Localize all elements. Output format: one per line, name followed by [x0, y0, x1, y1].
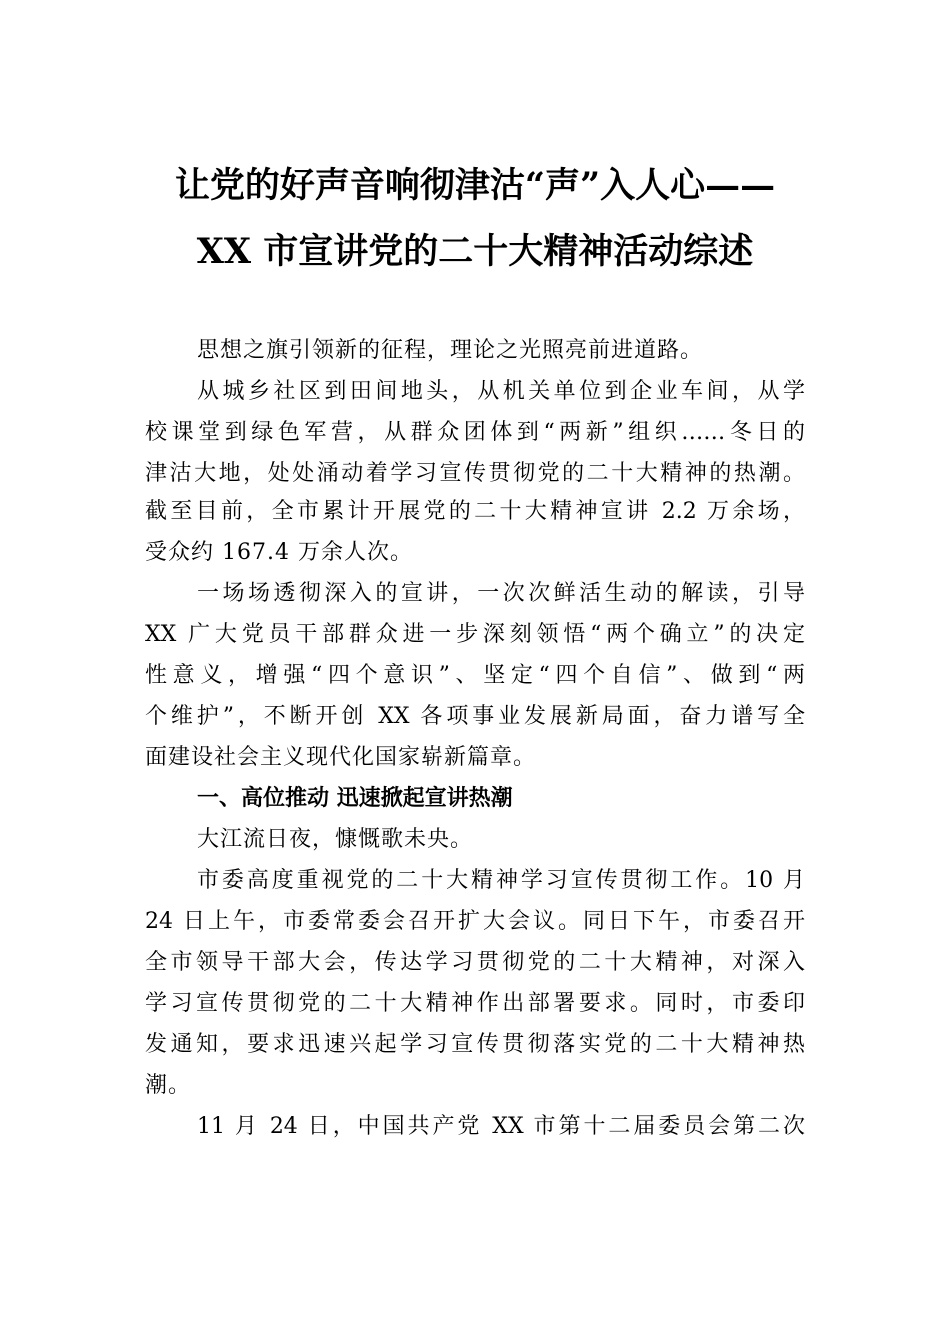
- paragraph-line: 市委高度重视党的二十大精神学习宣传贯彻工作。10 月: [197, 868, 805, 893]
- paragraph-line: XX 广大党员干部群众进一步深刻领悟“两个确立”的决定: [145, 622, 805, 647]
- paragraph-line: 大江流日夜，慷慨歌未央。: [197, 827, 474, 852]
- paragraph-line: 全市领导干部大会，传达学习贯彻党的二十大精神，对深入: [145, 950, 805, 975]
- paragraph-line: 受众约 167.4 万余人次。: [145, 540, 413, 565]
- paragraph-line: 潮。: [145, 1073, 192, 1098]
- paragraph-line: 个维护”，不断开创 XX 各项事业发展新局面，奋力谱写全: [145, 704, 805, 729]
- paragraph-line: 性意义，增强“四个意识”、坚定“四个自信”、做到“两: [145, 663, 805, 688]
- title-line-1: 让党的好声音响彻津沽“声”入人心——: [174, 165, 776, 206]
- paragraph-line: 发通知，要求迅速兴起学习宣传贯彻落实党的二十大精神热: [145, 1032, 805, 1057]
- paragraph-line: 校课堂到绿色军营，从群众团体到“两新”组织……冬日的: [145, 420, 805, 445]
- paragraph-line: 截至目前，全市累计开展党的二十大精神宣讲 2.2 万余场，: [145, 499, 805, 524]
- paragraph-line: 24 日上午，市委常委会召开扩大会议。同日下午，市委召开: [145, 909, 805, 934]
- paragraph-line: 面建设社会主义现代化国家崭新篇章。: [145, 745, 537, 770]
- paragraph-line: 津沽大地，处处涌动着学习宣传贯彻党的二十大精神的热潮。: [145, 461, 805, 486]
- paragraph-line: 思想之旗引领新的征程，理论之光照亮前进道路。: [197, 338, 704, 363]
- paragraph-line: 学习宣传贯彻党的二十大精神作出部署要求。同时，市委印: [145, 991, 805, 1016]
- title-line-2: XX 市宣讲党的二十大精神活动综述: [196, 231, 754, 272]
- paragraph-line: 一场场透彻深入的宣讲，一次次鲜活生动的解读，引导: [197, 581, 805, 606]
- section-heading: 一、高位推动 迅速掀起宣讲热潮: [197, 786, 513, 811]
- paragraph-line: 从城乡社区到田间地头，从机关单位到企业车间，从学: [197, 379, 805, 404]
- paragraph-line: 11 月 24 日，中国共产党 XX 市第十二届委员会第二次: [197, 1114, 805, 1139]
